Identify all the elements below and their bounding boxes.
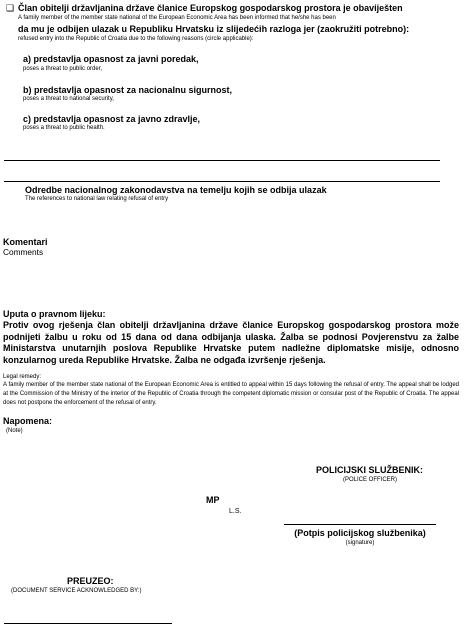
seal-mp: MP: [206, 495, 220, 505]
legal-remedy-text: Protiv ovog rješenja član obitelji državljanina države članice Europskog gospodarskog prostora može podnijeti žalbu u roku od 15 dana od dana odbijanja ulaska. Žalba se podnosi Povjerenstvu za žalbe Ministarstva unutarnjih poslova Republike Hrvatske putem nadležne diplomatske misije, odnosno konzularnog ureda Republike Hrvatske. Žalba ne odgađa izvršenje rješenja.: [3, 320, 459, 365]
received-signature-line[interactable]: [4, 623, 172, 624]
signature-label-en: (signature): [345, 540, 375, 546]
received-title: PREUZEO:: [67, 576, 114, 586]
reason-details-line[interactable]: [4, 160, 440, 161]
comments-title: Komentari: [3, 237, 48, 247]
received-title-en: (DOCUMENT SERVICE ACKNOWLEDGED BY:): [11, 588, 142, 594]
legal-remedy-title: Uputa o pravnom lijeku:: [3, 309, 106, 319]
national-law-label: Odredbe nacionalnog zakonodavstva na temelju kojih se odbija ulazak: [25, 185, 327, 195]
reason-a-label[interactable]: a) predstavlja opasnost za javni poredak,: [23, 54, 199, 64]
family-member-title: Član obitelji državljanina države članice Europskog gospodarskog prostora je obaviješten: [18, 3, 403, 13]
reason-a-label-en: poses a threat to public order,: [23, 66, 103, 72]
seal-ls: L.S.: [229, 508, 242, 515]
police-officer-title-en: (POLICE OFFICER): [342, 477, 397, 483]
reason-c-label[interactable]: c) predstavlja opasnost za javno zdravlje,: [23, 114, 201, 124]
note-title: Napomena:: [3, 416, 53, 426]
national-law-line[interactable]: [4, 181, 440, 182]
signature-label: (Potpis policijskog službenika): [294, 528, 426, 538]
national-law-label-en: The references to national law relating refusal of entry: [25, 196, 169, 202]
family-member-title-en: A family member of the member state national of the European Economic Area has been informed that he/she has been: [18, 15, 336, 21]
family-member-checkbox[interactable]: [6, 3, 14, 14]
signature-line[interactable]: [284, 524, 436, 525]
reason-b-label[interactable]: b) predstavlja opasnost za nacionalnu sigurnost,: [23, 85, 233, 95]
reason-c-label-en: poses a threat to public health.: [23, 125, 105, 131]
checkbox-icon[interactable]: ❑: [6, 4, 15, 14]
legal-remedy-text-en: A family member of the member state national of the European Economic Area is entitled to appeal within 15 days following the refusal of entry. The appeal shall be lodged at the Commission of the Ministry of the interior of the Republic of Croatia through the competent diplomatic mission or consular post of the Republic of Croatia. The appeal does not postpone the enforcement of the refusal of entry.: [3, 382, 459, 406]
legal-remedy-title-en: Legal remedy:: [3, 374, 42, 380]
refusal-subtitle-en: refused entry into the Republic of Croatia due to the following reasons (circle applicable):: [18, 36, 254, 42]
comments-title-en: Comments: [3, 247, 44, 257]
refusal-subtitle: da mu je odbijen ulazak u Republiku Hrvatsku iz slijedećih razloga jer (zaokružiti potrebno):: [18, 24, 410, 34]
police-officer-title: POLICIJSKI SLUŽBENIK:: [316, 465, 424, 475]
reason-b-label-en: poses a threat to national security,: [23, 96, 114, 102]
note-title-en: (Note): [6, 428, 23, 434]
